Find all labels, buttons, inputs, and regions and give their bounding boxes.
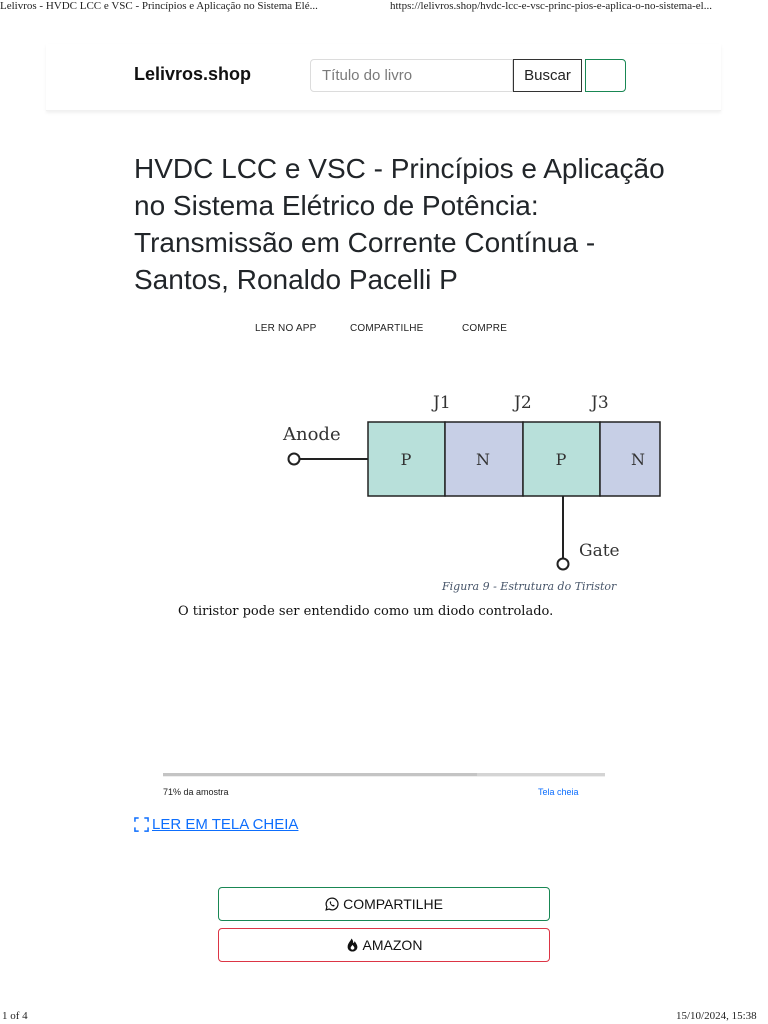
fullscreen-icon [134,817,149,832]
layer-label: N [476,450,490,469]
print-datetime: 15/10/2024, 15:38 [676,1010,757,1022]
fire-icon [346,938,359,952]
junction-label: J2 [514,393,532,413]
share-button[interactable] [218,887,550,921]
sample-progress-label: 71% da amostra [163,787,229,797]
anode-terminal [289,454,300,465]
print-page-title: Lelivros - HVDC LCC e VSC - Princípios e Aplicação no Sistema Elé... [0,0,318,12]
print-page-number: 1 of 4 [2,1010,28,1022]
amazon-button[interactable] [218,928,550,962]
figure-caption: Figura 9 - Estrutura do Tiristor [442,580,617,593]
gate-label: Gate [579,541,620,561]
sample-progress-bar [163,773,605,777]
book-title: HVDC LCC e VSC - Princípios e Aplicação no Sistema Elétrico de Potência: Transmissão em Corrente Contínua - Santos, Ronaldo Pacelli P [134,153,665,295]
sample-progress-fill [163,773,477,776]
preview-text: O tiristor pode ser entendido como um diodo controlado. [178,604,554,619]
gate-terminal [558,559,569,570]
read-in-app-link[interactable]: LER NO APP [255,323,317,334]
search-button[interactable]: Buscar [513,59,582,92]
print-page-url: https://lelivros.shop/hvdc-lcc-e-vsc-princ-pios-e-aplica-o-no-sistema-el... [390,0,712,12]
fullscreen-small-link[interactable]: Tela cheia [538,787,579,797]
buy-link[interactable]: COMPRE [462,323,508,334]
share-link[interactable]: COMPARTILHE [350,323,424,334]
junction-label: J3 [591,393,609,413]
layer-label: N [631,450,645,469]
share-button-label: COMPARTILHE [343,896,443,912]
amazon-button-label: AMAZON [362,937,423,953]
layer-label: P [555,450,567,469]
anode-label: Anode [283,424,341,445]
menu-toggle-button[interactable] [585,59,626,92]
search-input[interactable] [310,59,513,92]
print-header [0,0,768,16]
site-brand[interactable]: Lelivros.shop [134,64,252,84]
read-fullscreen-label: LER EM TELA CHEIA [152,816,299,833]
thyristor-diagram [270,380,645,576]
whatsapp-icon [325,897,339,911]
layer-n2 [600,422,660,496]
junction-label: J1 [433,393,451,413]
layer-label: P [400,450,412,469]
read-fullscreen-link[interactable] [134,816,298,833]
